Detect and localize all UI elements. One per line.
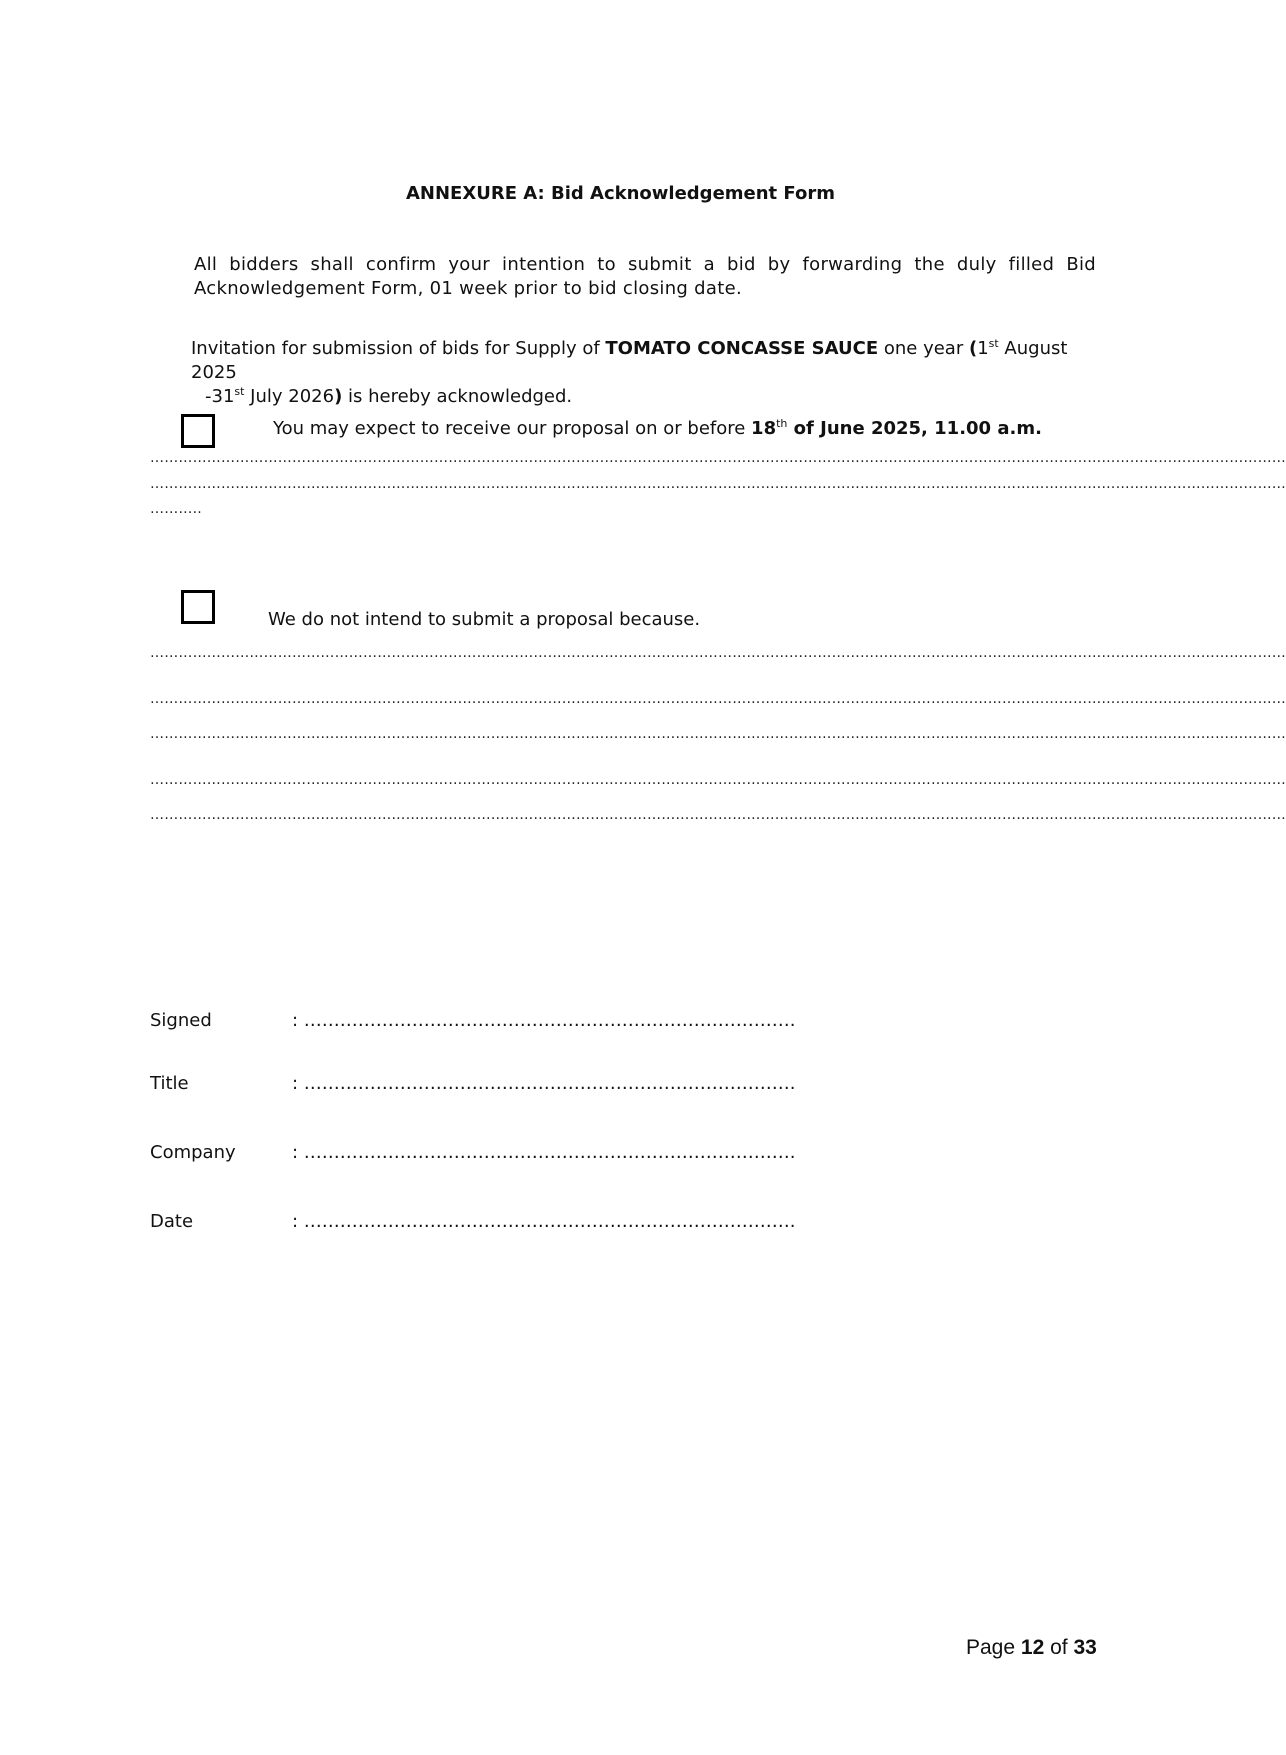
start-rest: August 2025 bbox=[191, 338, 1068, 383]
deadline-sup: th bbox=[776, 417, 788, 430]
start-sup: st bbox=[988, 337, 999, 350]
open-paren: ( bbox=[968, 338, 978, 359]
company-field[interactable]: : ………………………………………………………………………. bbox=[292, 1142, 796, 1163]
date-label: Date bbox=[150, 1211, 194, 1232]
dotted-line[interactable]: …………………………………………………………………………………………………………………………………………………………………………………………………………………… bbox=[150, 450, 1286, 466]
option-submit-label: You may expect to receive our proposal on or before bbox=[273, 418, 752, 439]
invitation-paragraph bbox=[191, 337, 1101, 409]
dotted-line-short[interactable]: ……….. bbox=[150, 501, 202, 517]
signed-field[interactable]: : ………………………………………………………………………. bbox=[292, 1010, 796, 1031]
date-field[interactable]: : ………………………………………………………………………. bbox=[292, 1211, 796, 1232]
title-label: Title bbox=[150, 1073, 189, 1094]
invitation-prefix: Invitation for submission of bids for Supply of bbox=[191, 338, 606, 359]
dotted-line[interactable]: …………………………………………………………………………………………………………………………………………………………………………………………………………………… bbox=[150, 476, 1286, 492]
signed-label: Signed bbox=[150, 1010, 212, 1031]
invitation-line-1 bbox=[191, 337, 1101, 385]
proposal-checkbox[interactable] bbox=[181, 414, 215, 448]
title-field[interactable]: : ………………………………………………………………………. bbox=[292, 1073, 796, 1094]
start-day: 1 bbox=[977, 338, 989, 359]
invitation-line-2 bbox=[191, 385, 1101, 409]
dotted-line[interactable]: …………………………………………………………………………………………………………………………………………………………………………………………………………………… bbox=[150, 772, 1286, 788]
dotted-line[interactable]: …………………………………………………………………………………………………………………………………………………………………………………………………………………… bbox=[150, 645, 1286, 661]
total-pages: 33 bbox=[1073, 1636, 1097, 1659]
current-page: 12 bbox=[1020, 1636, 1045, 1659]
page-word: Page bbox=[966, 1636, 1021, 1659]
deadline-day: 18 bbox=[751, 418, 777, 439]
decline-checkbox[interactable] bbox=[181, 590, 215, 624]
page-title: ANNEXURE A: Bid Acknowledgement Form bbox=[406, 183, 835, 204]
invitation-middle: one year bbox=[878, 338, 969, 359]
deadline-rest: of June 2025, 11.00 a.m. bbox=[787, 418, 1042, 439]
company-label: Company bbox=[150, 1142, 236, 1163]
dotted-line[interactable]: …………………………………………………………………………………………………………………………………………………………………………………………………………………… bbox=[150, 807, 1286, 823]
dotted-line[interactable]: …………………………………………………………………………………………………………………………………………………………………………………………………………………… bbox=[150, 691, 1286, 707]
intro-paragraph: All bidders shall confirm your intention to submit a bid by forwarding the duly filled Bid Acknowledgement Form, 01 week prior to bid closing date. bbox=[194, 254, 1096, 299]
end-sup: st bbox=[234, 385, 245, 398]
end-rest: July 2026 bbox=[244, 386, 335, 407]
end-day: -31 bbox=[205, 386, 235, 407]
invitation-suffix: is hereby acknowledged. bbox=[342, 386, 573, 407]
page-number bbox=[966, 1636, 1097, 1660]
dotted-line[interactable]: …………………………………………………………………………………………………………………………………………………………………………………………………………………… bbox=[150, 726, 1286, 742]
of-word: of bbox=[1044, 1636, 1074, 1659]
option-submit-text bbox=[273, 418, 1042, 439]
option-decline-text: We do not intend to submit a proposal because. bbox=[268, 609, 701, 630]
close-paren: ) bbox=[334, 386, 343, 407]
product-name: TOMATO CONCASSE SAUCE bbox=[605, 338, 879, 359]
